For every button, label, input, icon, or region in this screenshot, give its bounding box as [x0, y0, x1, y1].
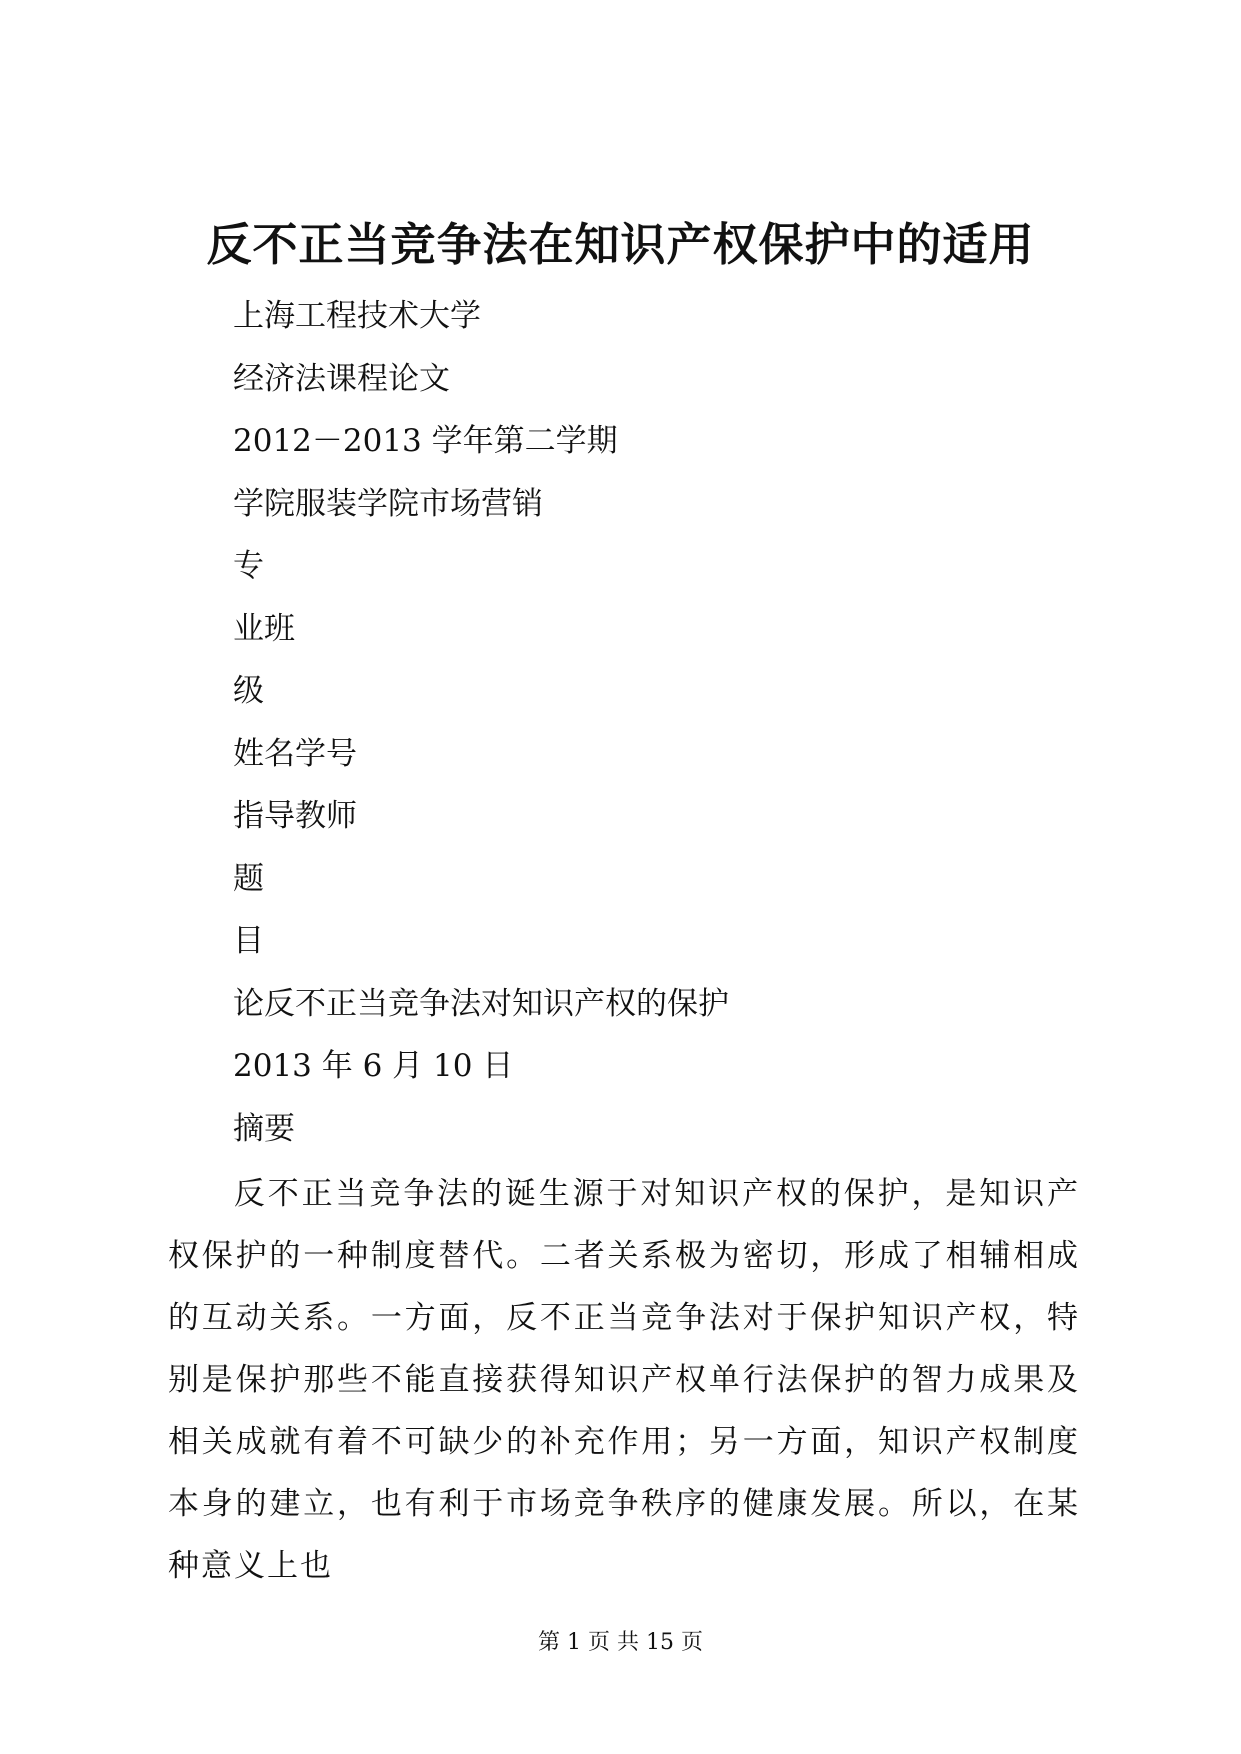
- name-student-id-label: 姓名学号: [233, 735, 357, 772]
- topic-label-part-1: 题: [233, 860, 264, 897]
- abstract-text: 反不正当竞争法的诞生源于对知识产权的保护，是知识产权保护的一种制度替代。二者关系极为密切，形成了相辅相成的互动关系。一方面，反不正当竞争法对于保护知识产权，特别是保护那些不能直接获得知识产权单行法保护的智力成果及相关成就有着不可缺少的补充作用；另一方面，知识产权制度本身的建立，也有利于市场竞争秩序的健康发展。所以，在某种意义上也: [168, 1176, 1080, 1584]
- paper-topic: 论反不正当竞争法对知识产权的保护: [233, 985, 729, 1022]
- cover-info-list: [233, 296, 729, 1171]
- college-major: 学院服装学院市场营销: [233, 485, 543, 522]
- paper-date: 2013 年 6 月 10 日: [233, 1048, 514, 1084]
- abstract-heading: 摘要: [233, 1110, 295, 1147]
- university-name: 上海工程技术大学: [233, 298, 481, 334]
- semester: 2012－2013 学年第二学期: [233, 423, 618, 459]
- document-title: 反不正当竞争法在知识产权保护中的适用: [206, 218, 1035, 271]
- advisor-label: 指导教师: [233, 798, 357, 834]
- grade-label-part: 级: [233, 673, 264, 709]
- topic-label-part-2: 目: [233, 923, 264, 959]
- page-footer: 第 1 页 共 15 页: [538, 1630, 703, 1655]
- class-label-part: 业班: [233, 610, 295, 647]
- major-label-part: 专: [233, 548, 264, 584]
- abstract-paragraph: [168, 1163, 1080, 1597]
- course-name: 经济法课程论文: [233, 360, 450, 397]
